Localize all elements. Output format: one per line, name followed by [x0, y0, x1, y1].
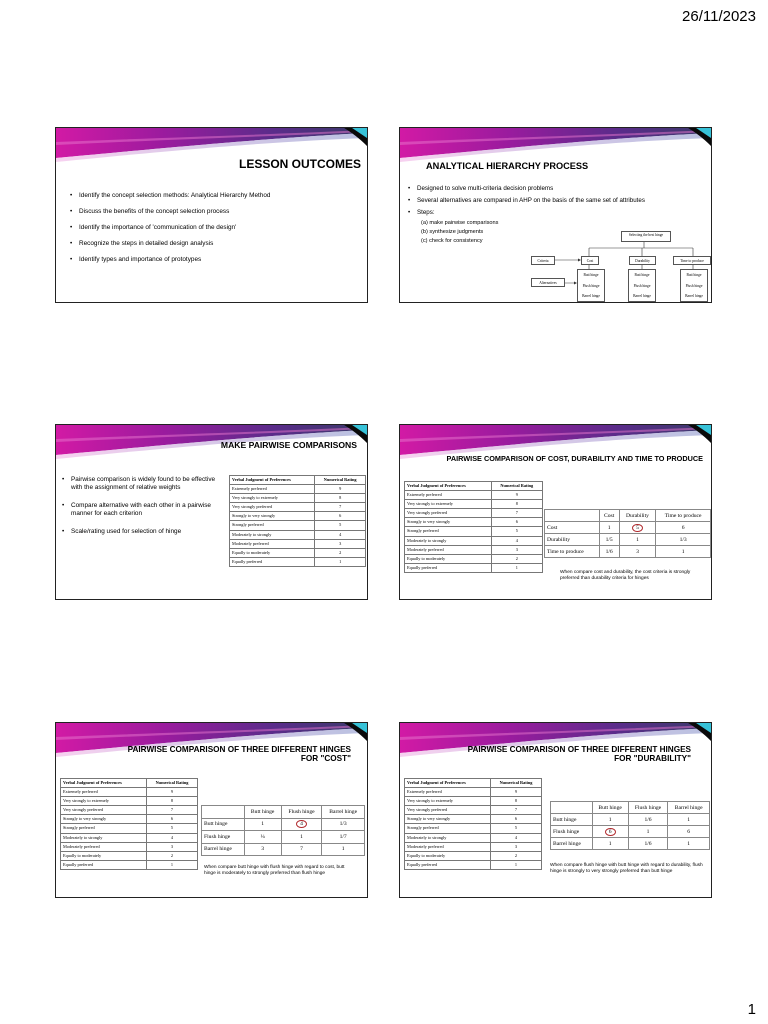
alternative-item: Flush hinge: [582, 283, 600, 288]
table-header-row: [230, 476, 366, 485]
diagram-criterion-durability: Durability: [629, 256, 656, 265]
bullet-item: • Compare alternative with each other in a pairwise manner for each criterion: [62, 502, 222, 518]
bullet-list: [62, 476, 222, 536]
table-row: [61, 833, 198, 842]
matrix-cell: 1: [668, 814, 710, 826]
preference-label: Strongly preferred: [405, 527, 492, 536]
table-row: [61, 815, 198, 824]
preference-label: Very strongly preferred: [230, 503, 315, 512]
matrix-column-header: Time to produce: [656, 510, 711, 522]
bullet-item: • Recognize the steps in detailed design analysis: [70, 236, 360, 252]
diagram-criterion-time: Time to produce: [673, 256, 711, 265]
matrix-row-label: Durability: [545, 534, 600, 546]
highlight-circle: 5: [632, 524, 643, 532]
rating-value: 6: [146, 815, 197, 824]
matrix-column-header: Flush hinge: [281, 806, 322, 819]
rating-value: 3: [491, 545, 542, 554]
criteria-matrix: [544, 509, 711, 558]
bullet-item: • Identify the concept selection methods: Analytical Hierarchy Method: [70, 188, 360, 204]
alternative-item: Barrel hinge: [685, 294, 703, 298]
rating-value: 6: [491, 518, 542, 527]
matrix-row: [551, 838, 710, 850]
matrix-column-header: Butt hinge: [244, 806, 281, 819]
matrix-row-label: Flush hinge: [202, 831, 245, 844]
table-row: [405, 824, 542, 833]
slide-pairwise-cost: [55, 722, 368, 898]
table-row: [405, 851, 542, 860]
table-row: [405, 860, 542, 869]
table-row: [405, 563, 543, 572]
matrix-row-label: Butt hinge: [202, 818, 245, 831]
table-row: [405, 518, 543, 527]
diagram-criteria-label: Criteria: [531, 256, 555, 265]
preference-label: Extremely preferred: [405, 491, 492, 500]
preference-scale-table: [404, 778, 542, 870]
bullet-item: • Discuss the benefits of the concept selection process: [70, 204, 360, 220]
matrix-row-label: Time to produce: [545, 546, 600, 558]
rating-value: 2: [490, 851, 541, 860]
slide-title: PAIRWISE COMPARISON OF THREE DIFFERENT HINGES FOR "COST": [127, 745, 351, 763]
slide-make-pairwise: [55, 424, 368, 600]
matrix-header-row: [202, 806, 365, 819]
table-row: [230, 485, 366, 494]
table-row: [405, 797, 542, 806]
slide-lesson-outcomes: [55, 127, 368, 303]
table-header-row: [405, 779, 542, 788]
table-row: [230, 503, 366, 512]
bullet-list: [70, 188, 360, 268]
diagram-alternatives-durability: [628, 269, 656, 302]
rating-value: 3: [146, 842, 197, 851]
preference-label: Extremely preferred: [230, 485, 315, 494]
matrix-cell: 1: [281, 831, 322, 844]
table-row: [61, 842, 198, 851]
preference-label: Very strongly preferred: [61, 806, 147, 815]
slide-title: PAIRWISE COMPARISON OF THREE DIFFERENT HINGES FOR "DURABILITY": [467, 745, 691, 763]
bullet-item: • Identify types and importance of prototypes: [70, 252, 360, 268]
alternative-item: Barrel hinge: [633, 294, 651, 298]
rating-value: 4: [491, 536, 542, 545]
matrix-cell: 6: [668, 826, 710, 838]
slide-title: PAIRWISE COMPARISON OF COST, DURABILITY AND TIME TO PRODUCE: [446, 454, 703, 463]
preference-label: Strongly preferred: [61, 824, 147, 833]
matrix-cell: 1: [619, 534, 656, 546]
column-header: Verbal Judgment of Preferences: [405, 779, 491, 788]
table-row: [61, 797, 198, 806]
durability-matrix: [550, 801, 710, 850]
preference-label: Very strongly preferred: [405, 806, 491, 815]
table-row: [405, 815, 542, 824]
matrix-column-header: [551, 802, 593, 814]
matrix-header-row: [551, 802, 710, 814]
matrix-cell: 1: [592, 814, 628, 826]
preference-label: Very strongly to extremely: [230, 494, 315, 503]
bullet-item: • Steps:: [408, 207, 708, 219]
rating-value: 7: [146, 806, 197, 815]
preference-label: Equally to moderately: [405, 851, 491, 860]
column-header: Numerical Rating: [315, 476, 366, 485]
slide-pairwise-criteria: [399, 424, 712, 600]
matrix-row: [545, 546, 711, 558]
rating-value: 9: [315, 485, 366, 494]
matrix-row: [551, 814, 710, 826]
column-header: Verbal Judgment of Preferences: [230, 476, 315, 485]
preference-scale-table: [60, 778, 198, 870]
matrix-cell: [281, 818, 322, 831]
rating-value: 5: [146, 824, 197, 833]
alternative-item: Barrel hinge: [582, 294, 600, 298]
rating-value: 2: [315, 548, 366, 557]
matrix-row: [202, 818, 365, 831]
matrix-cell: 1: [628, 826, 668, 838]
column-header: Numerical Rating: [491, 482, 542, 491]
preference-label: Moderately preferred: [230, 539, 315, 548]
rating-value: 2: [491, 554, 542, 563]
rating-value: 6: [315, 512, 366, 521]
slide-ahp: [399, 127, 712, 303]
matrix-cell: 1: [599, 522, 619, 534]
preference-label: Very strongly to extremely: [61, 797, 147, 806]
slide-pairwise-durability: [399, 722, 712, 898]
preference-label: Strongly to very strongly: [405, 518, 492, 527]
rating-value: 9: [146, 788, 197, 797]
column-header: Numerical Rating: [146, 779, 197, 788]
table-header-row: [405, 482, 543, 491]
slide-title: LESSON OUTCOMES: [238, 157, 361, 171]
preference-label: Moderately to strongly: [230, 530, 315, 539]
preference-label: Equally to moderately: [61, 851, 147, 860]
preference-label: Equally preferred: [405, 860, 491, 869]
rating-value: 6: [490, 815, 541, 824]
step-item: (b) synthesize judgments: [421, 229, 484, 235]
preference-label: Extremely preferred: [405, 788, 491, 797]
matrix-column-header: Flush hinge: [628, 802, 668, 814]
table-row: [230, 530, 366, 539]
preference-label: Strongly to very strongly: [405, 815, 491, 824]
matrix-cell: 1/7: [322, 831, 365, 844]
preference-label: Equally preferred: [230, 557, 315, 566]
table-row: [230, 557, 366, 566]
column-header: Numerical Rating: [490, 779, 541, 788]
matrix-row-label: Flush hinge: [551, 826, 593, 838]
preference-label: Moderately preferred: [405, 545, 492, 554]
alternative-item: Butt hinge: [686, 273, 702, 277]
slide-title: MAKE PAIRWISE COMPARISONS: [220, 440, 357, 450]
slide-note: When compare butt hinge with flush hinge with regard to cost, butt hinge is moderately to strongly preferred than flush hinge: [204, 865, 345, 876]
cost-matrix: [201, 805, 365, 856]
diagram-alternatives-label: Alternatives: [531, 278, 565, 287]
rating-value: 1: [491, 563, 542, 572]
table-row: [230, 539, 366, 548]
matrix-row: [202, 843, 365, 856]
bullet-item: • Several alternatives are compared in AHP on the basis of the same set of attributes: [408, 195, 708, 207]
step-item: (c) check for consistency: [421, 238, 483, 244]
table-row: [405, 491, 543, 500]
bullet-item: • Identify the importance of 'communication of the design': [70, 220, 360, 236]
diagram-criterion-cost: Cost: [581, 256, 599, 265]
preference-label: Strongly preferred: [230, 521, 315, 530]
alternative-item: Flush hinge: [685, 283, 703, 288]
table-row: [405, 788, 542, 797]
rating-value: 7: [490, 806, 541, 815]
preference-label: Extremely preferred: [61, 788, 147, 797]
page-number: 1: [747, 1001, 756, 1018]
matrix-column-header: [202, 806, 245, 819]
rating-value: 7: [491, 509, 542, 518]
preference-label: Very strongly to extremely: [405, 500, 492, 509]
rating-value: 7: [315, 503, 366, 512]
matrix-cell: 1/5: [599, 534, 619, 546]
table-row: [405, 527, 543, 536]
table-row: [61, 851, 198, 860]
table-row: [230, 521, 366, 530]
preference-scale-table: [229, 475, 366, 567]
preference-label: Strongly preferred: [405, 824, 491, 833]
matrix-cell: 3: [619, 546, 656, 558]
matrix-row: [545, 522, 711, 534]
diagram-alternatives-time: [680, 269, 708, 302]
matrix-column-header: Durability: [619, 510, 656, 522]
table-row: [405, 509, 543, 518]
preference-label: Equally preferred: [61, 860, 147, 869]
table-row: [405, 545, 543, 554]
diagram-goal-box: Selecting the best hinge: [621, 231, 671, 242]
matrix-cell: 6: [656, 522, 711, 534]
rating-value: 2: [146, 851, 197, 860]
table-row: [405, 806, 542, 815]
matrix-cell: 3: [244, 843, 281, 856]
matrix-cell: 1: [322, 843, 365, 856]
table-row: [405, 536, 543, 545]
matrix-column-header: [545, 510, 600, 522]
column-header: Verbal Judgment of Preferences: [61, 779, 147, 788]
rating-value: 9: [490, 788, 541, 797]
matrix-cell: 7: [281, 843, 322, 856]
rating-value: 8: [491, 500, 542, 509]
column-header: Verbal Judgment of Preferences: [405, 482, 492, 491]
rating-value: 5: [490, 824, 541, 833]
preference-scale-table: [404, 481, 543, 573]
matrix-cell: 1: [668, 838, 710, 850]
rating-value: 4: [146, 833, 197, 842]
alternative-item: Butt hinge: [634, 273, 650, 277]
matrix-row-label: Barrel hinge: [202, 843, 245, 856]
rating-value: 8: [315, 494, 366, 503]
preference-label: Equally preferred: [405, 563, 492, 572]
table-row: [230, 494, 366, 503]
rating-value: 3: [315, 539, 366, 548]
table-row: [405, 833, 542, 842]
matrix-header-row: [545, 510, 711, 522]
matrix-row-label: Cost: [545, 522, 600, 534]
rating-value: 1: [146, 860, 197, 869]
preference-label: Moderately preferred: [405, 842, 491, 851]
slide-note: When compare cost and durability, the cost criteria is strongly preferred than durability criteria for hinges: [560, 570, 691, 581]
alternative-item: Butt hinge: [583, 273, 599, 277]
preference-label: Strongly to very strongly: [61, 815, 147, 824]
rating-value: 9: [491, 491, 542, 500]
rating-value: 3: [490, 842, 541, 851]
header-date: 26/11/2023: [682, 8, 756, 25]
rating-value: 5: [315, 521, 366, 530]
table-row: [61, 860, 198, 869]
bullet-item: • Designed to solve multi-criteria decision problems: [408, 183, 708, 195]
preference-label: Equally to moderately: [405, 554, 492, 563]
preference-label: Equally to moderately: [230, 548, 315, 557]
table-row: [61, 788, 198, 797]
preference-label: Moderately preferred: [61, 842, 147, 851]
matrix-cell: 1/3: [322, 818, 365, 831]
table-row: [405, 554, 543, 563]
rating-value: 4: [315, 530, 366, 539]
rating-value: 1: [490, 860, 541, 869]
slide-note: When compare flush hinge with butt hinge with regard to durability, flush hinge is strongly to very strongly preferred than butt hinge: [550, 863, 703, 874]
matrix-column-header: Cost: [599, 510, 619, 522]
bullet-item: • Scale/rating used for selection of hinge: [62, 528, 222, 536]
matrix-row: [545, 534, 711, 546]
matrix-cell: ¼: [244, 831, 281, 844]
alternative-item: Flush hinge: [633, 283, 651, 288]
table-row: [230, 512, 366, 521]
preference-label: Moderately to strongly: [405, 536, 492, 545]
matrix-cell: 1/6: [599, 546, 619, 558]
highlight-circle: 6: [605, 828, 616, 836]
matrix-cell: 1/6: [628, 814, 668, 826]
table-row: [230, 548, 366, 557]
preference-label: Very strongly preferred: [405, 509, 492, 518]
matrix-cell: [592, 826, 628, 838]
matrix-row: [551, 826, 710, 838]
rating-value: 8: [146, 797, 197, 806]
table-row: [405, 500, 543, 509]
preference-label: Very strongly to extremely: [405, 797, 491, 806]
preference-label: Moderately to strongly: [61, 833, 147, 842]
rating-value: 8: [490, 797, 541, 806]
matrix-cell: 1/3: [656, 534, 711, 546]
diagram-alternatives-cost: [577, 269, 605, 302]
table-row: [405, 842, 542, 851]
matrix-row-label: Butt hinge: [551, 814, 593, 826]
rating-value: 5: [491, 527, 542, 536]
highlight-circle: 4: [296, 820, 307, 828]
bullet-item: • Pairwise comparison is widely found to be effective with the assignment of relative weights: [62, 476, 222, 492]
preference-label: Strongly to very strongly: [230, 512, 315, 521]
table-header-row: [61, 779, 198, 788]
rating-value: 4: [490, 833, 541, 842]
matrix-cell: 1: [244, 818, 281, 831]
matrix-cell: 1: [656, 546, 711, 558]
rating-value: 1: [315, 557, 366, 566]
preference-label: Moderately to strongly: [405, 833, 491, 842]
step-item: (a) make pairwise comparisons: [421, 220, 499, 226]
matrix-row-label: Barrel hinge: [551, 838, 593, 850]
hierarchy-connectors: [400, 128, 712, 303]
matrix-row: [202, 831, 365, 844]
slide-title: ANALYTICAL HIERARCHY PROCESS: [426, 161, 589, 171]
table-row: [61, 806, 198, 815]
matrix-column-header: Barrel hinge: [322, 806, 365, 819]
matrix-column-header: Barrel hinge: [668, 802, 710, 814]
matrix-cell: 1/6: [628, 838, 668, 850]
matrix-column-header: Butt hinge: [592, 802, 628, 814]
matrix-cell: 1: [592, 838, 628, 850]
matrix-cell: [619, 522, 656, 534]
table-row: [61, 824, 198, 833]
